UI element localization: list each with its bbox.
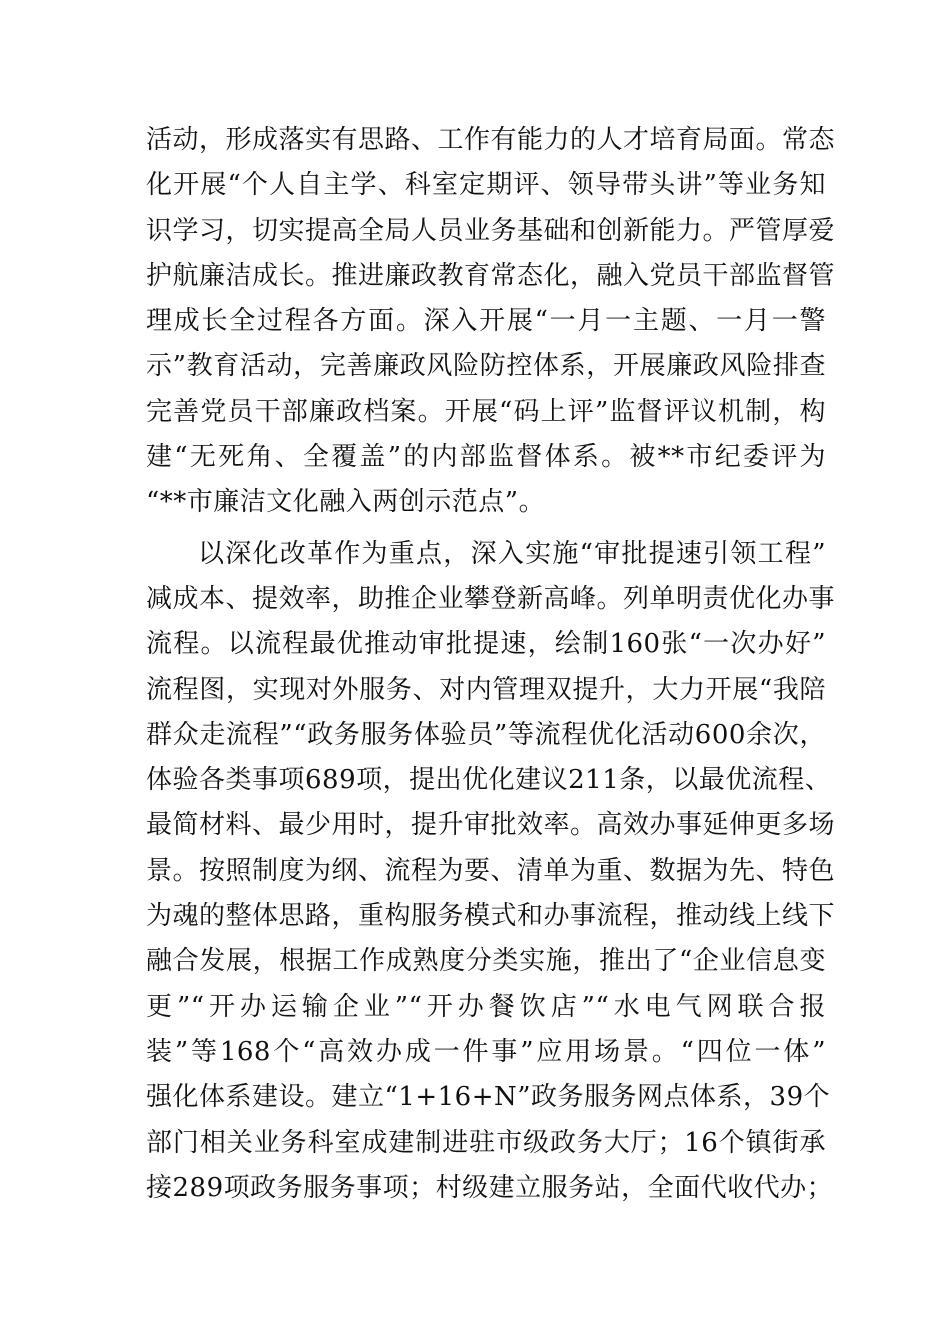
- paragraph-line: 护航廉洁成长。推进廉政教育常态化，融入党员干部监督管: [146, 260, 836, 291]
- document-body: [146, 118, 836, 1211]
- paragraph-line: 示”教育活动，完善廉政风险防控体系，开展廉政风险排查: [146, 351, 826, 382]
- paragraph-line: 装”等168个“高效办成一件事”应用场景。“四位一体”: [146, 1036, 826, 1067]
- paragraph-line: 以深化改革作为重点，深入实施“审批提速引领工程”: [198, 538, 826, 569]
- paragraph-line: 更”“开办运输企业”“开办餐饮店”“水电气网联合报: [146, 991, 826, 1022]
- paragraph-line: 识学习，切实提高全局人员业务基础和创新能力。严管厚爱: [146, 215, 836, 246]
- paragraph-line: 理成长全过程各方面。深入开展“一月一主题、一月一警: [146, 306, 826, 337]
- paragraph-line: 活动，形成落实有思路、工作有能力的人才培育局面。常态: [146, 125, 836, 155]
- paragraph-line: 化开展“个人自主学、科室定期评、领导带头讲”等业务知: [146, 170, 826, 201]
- paragraph-line: 流程。以流程最优推动审批提速，绘制160张“一次办好”: [146, 629, 826, 660]
- paragraph-line: 最简材料、最少用时，提升审批效率。高效办事延伸更多场: [146, 810, 836, 841]
- paragraph-line: 为魂的整体思路，重构服务模式和办事流程，推动线上线下: [146, 901, 836, 932]
- paragraph-line: 接289项政务服务事项；村级建立服务站，全面代收代办；: [146, 1172, 834, 1203]
- paragraph-line: 群众走流程”“政务服务体验员”等流程优化活动600余次，: [146, 719, 826, 750]
- paragraph-line: 融合发展，根据工作成熟度分类实施，推出了“企业信息变: [146, 946, 826, 977]
- paragraph-line: 体验各类事项689项，提出优化建议211条，以最优流程、: [146, 765, 832, 796]
- paragraph-line: 建“无死角、全覆盖”的内部监督体系。被**市纪委评为: [146, 442, 826, 473]
- paragraph-line: 景。按照制度为纲、流程为要、清单为重、数据为先、特色: [146, 855, 836, 886]
- paragraph-line: 完善党员干部廉政档案。开展“码上评”监督评议机制，构: [146, 396, 826, 427]
- paragraph-line: 强化体系建设。建立“1+16+N”政务服务网点体系，39个: [146, 1082, 831, 1113]
- paragraph-2: [146, 532, 836, 1211]
- paragraph-line: 流程图，实现对外服务、对内管理双提升，大力开展“我陪: [146, 674, 826, 705]
- paragraph-line: “**市廉洁文化融入两创示范点”。: [146, 487, 546, 518]
- paragraph-line: 减成本、提效率，助推企业攀登新高峰。列单明责优化办事: [146, 583, 836, 614]
- paragraph-line: 部门相关业务科室成建制进驻市级政务大厅；16个镇街承: [146, 1127, 826, 1158]
- paragraph-1: [146, 118, 836, 526]
